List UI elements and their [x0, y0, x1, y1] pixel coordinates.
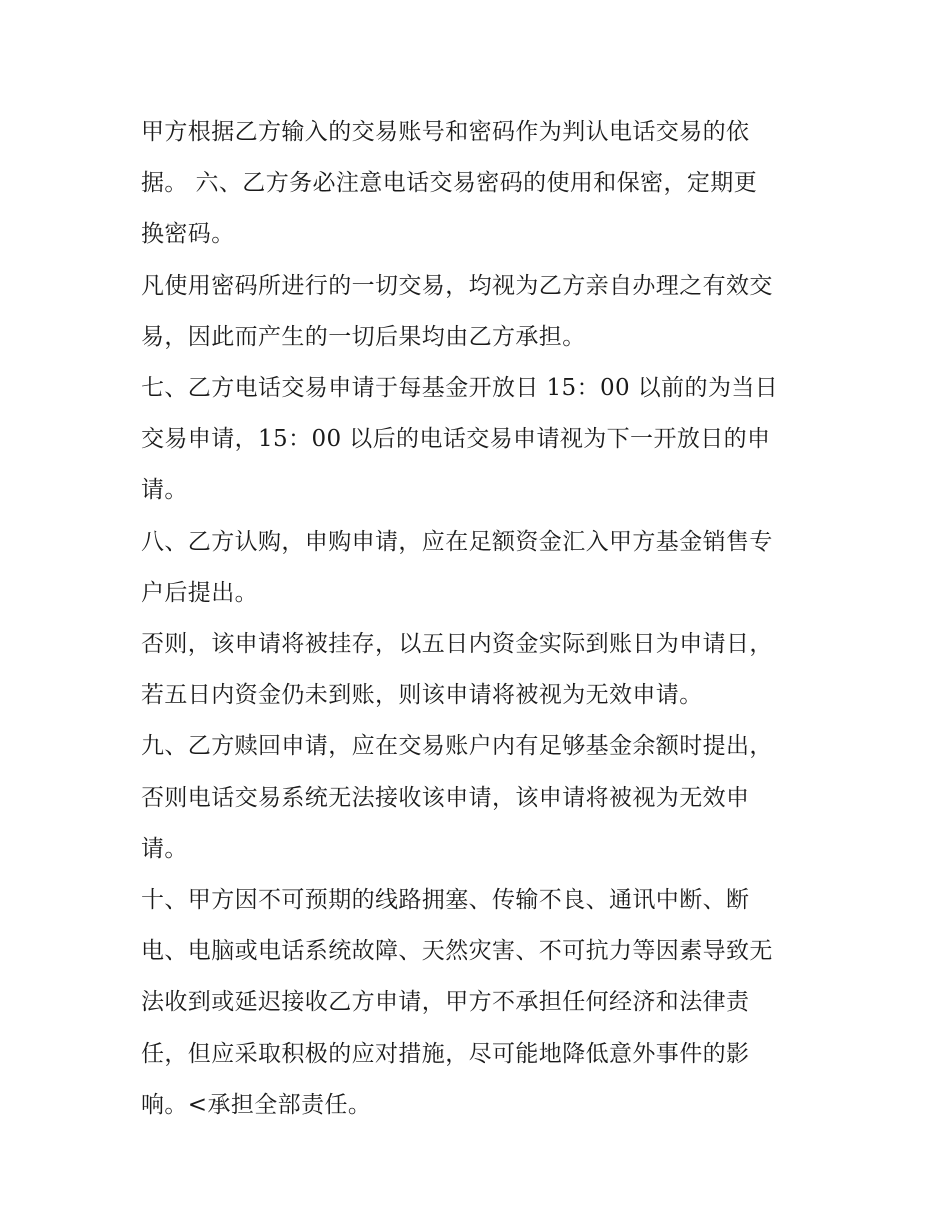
text-line: 换密码。	[141, 221, 235, 248]
text-line: 十、甲方因不可预期的线路拥塞、传输不良、通讯中断、断	[141, 887, 750, 914]
text-line: 请。	[141, 835, 188, 862]
text-line: 甲方根据乙方输入的交易账号和密码作为判认电话交易的依	[141, 119, 750, 145]
text-line: 任，但应采取积极的应对措施，尽可能地降低意外事件的影	[141, 1040, 750, 1067]
text-line: 电、电脑或电话系统故障、天然灾害、不可抗力等因素导致无	[141, 938, 773, 965]
text-line: 否则电话交易系统无法接收该申请，该申请将被视为无效申	[141, 784, 750, 811]
text-line: 户后提出。	[141, 579, 258, 606]
text-line: 若五日内资金仍未到账，则该申请将被视为无效申请。	[141, 682, 703, 709]
text-line: 否则，该申请将被挂存，以五日内资金实际到账日为申请日，	[141, 631, 773, 658]
text-line: 九、乙方赎回申请，应在交易账户内有足够基金余额时提出，	[141, 733, 773, 760]
text-line: 交易申请，15：00 以后的电话交易申请视为下一开放日的申	[141, 426, 771, 453]
text-line: 法收到或延迟接收乙方申请，甲方不承担任何经济和法律责	[141, 989, 750, 1016]
text-line: 八、乙方认购，申购申请，应在足额资金汇入甲方基金销售专	[141, 528, 773, 555]
text-line: 易，因此而产生的一切后果均由乙方承担。	[141, 323, 586, 350]
text-line: 响。<承担全部责任。	[141, 1091, 372, 1118]
document-body	[141, 107, 821, 1131]
text-line: 请。	[141, 477, 188, 504]
text-line: 凡使用密码所进行的一切交易，均视为乙方亲自办理之有效交	[141, 272, 773, 299]
text-line: 七、乙方电话交易申请于每基金开放日 15：00 以前的为当日	[141, 375, 779, 402]
text-line: 据。 六、乙方务必注意电话交易密码的使用和保密，定期更	[141, 170, 758, 197]
